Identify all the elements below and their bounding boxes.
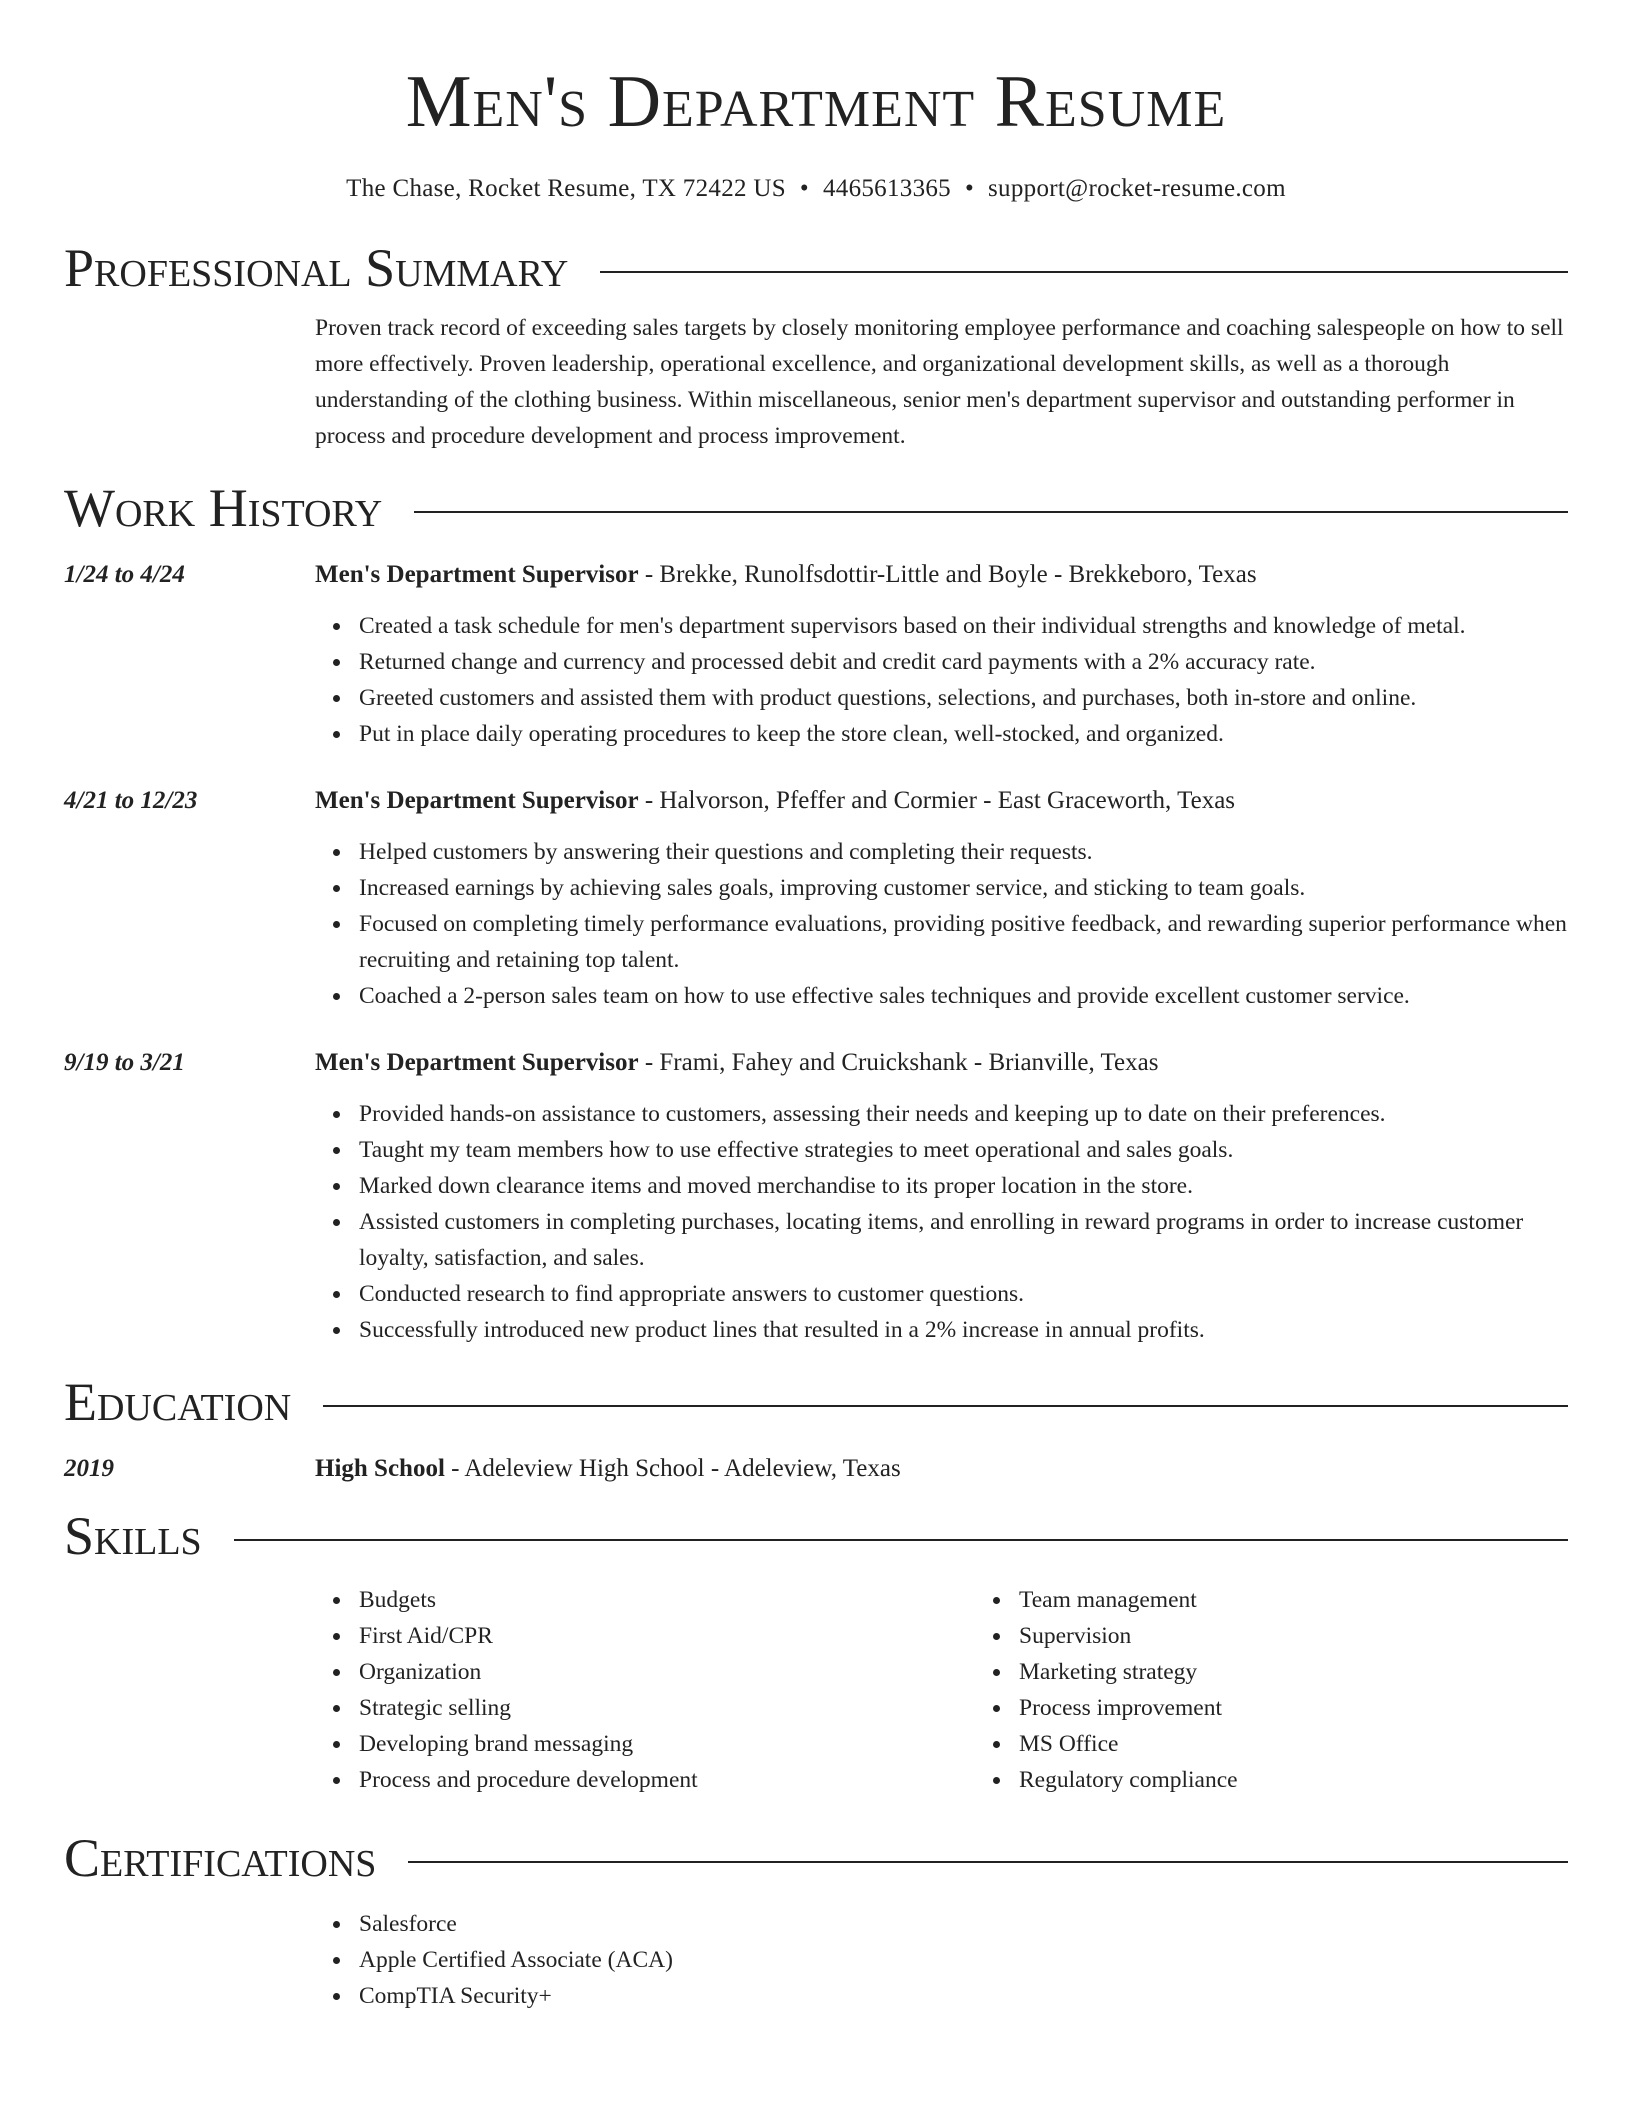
summary-text: Proven track record of exceeding sales targets by closely monitoring employee performance and coaching salespeople on how to sell more effectively. Proven leadership, operational excellence, and organizational development skills, as well as a thorough understanding of the clothing business. Within miscellaneous, senior men's department supervisor and outstanding performer in process and procedure development and process improvement. bbox=[315, 315, 1564, 449]
job-heading bbox=[315, 558, 1568, 592]
list-item: Team management bbox=[1019, 1582, 1632, 1618]
list-item: Organization bbox=[359, 1654, 975, 1690]
list-item: Strategic selling bbox=[359, 1690, 975, 1726]
job-dates: 9/19 to 3/21 bbox=[64, 1049, 185, 1076]
section-divider bbox=[234, 1539, 1568, 1541]
list-item: Successfully introduced new product lines that resulted in a 2% increase in annual profits. bbox=[359, 1312, 1568, 1348]
list-item: Provided hands-on assistance to customers, assessing their needs and keeping up to date on their preferences. bbox=[359, 1096, 1568, 1132]
skills-left-spacer bbox=[64, 1568, 315, 1798]
list-item: Process improvement bbox=[1019, 1690, 1632, 1726]
section-divider bbox=[408, 1861, 1568, 1863]
contact-address: The Chase, Rocket Resume, TX 72422 US bbox=[346, 175, 786, 202]
job-heading bbox=[315, 784, 1568, 818]
list-item: Assisted customers in completing purchases, locating items, and enrolling in reward programs in order to increase customer loyalty, satisfaction, and sales. bbox=[359, 1204, 1568, 1276]
contact-line bbox=[64, 172, 1568, 206]
list-item: Put in place daily operating procedures to keep the store clean, well-stocked, and organized. bbox=[359, 716, 1568, 752]
job-bullets bbox=[315, 834, 1568, 1014]
resume-name: Men's Department Resume bbox=[405, 61, 1227, 143]
education-school: - Adeleview High School - Adeleview, Texas bbox=[444, 1455, 901, 1482]
job-bullets bbox=[315, 608, 1568, 752]
summary-left-spacer bbox=[64, 310, 315, 454]
list-item: Budgets bbox=[359, 1582, 975, 1618]
list-item: Created a task schedule for men's department supervisors based on their individual strengths and knowledge of metal. bbox=[359, 608, 1568, 644]
list-item: Conducted research to find appropriate answers to customer questions. bbox=[359, 1276, 1568, 1312]
list-item: First Aid/CPR bbox=[359, 1618, 975, 1654]
contact-separator: • bbox=[964, 175, 975, 202]
job-body bbox=[315, 558, 1568, 752]
list-item: Increased earnings by achieving sales goals, improving customer service, and sticking to team goals. bbox=[359, 870, 1568, 906]
job-body bbox=[315, 784, 1568, 1014]
job-heading bbox=[315, 1046, 1568, 1080]
list-item: CompTIA Security+ bbox=[359, 1978, 1568, 2014]
list-item: Developing brand messaging bbox=[359, 1726, 975, 1762]
contact-email: support@rocket-resume.com bbox=[988, 175, 1286, 202]
summary-row bbox=[64, 310, 1568, 454]
skills-section-title: Skills bbox=[64, 1506, 202, 1566]
work-section-header bbox=[64, 476, 1568, 540]
list-item: Supervision bbox=[1019, 1618, 1632, 1654]
job-entry bbox=[64, 558, 1568, 752]
certifications-list bbox=[315, 1906, 1568, 2014]
education-section-header bbox=[64, 1370, 1568, 1434]
contact-separator: • bbox=[799, 175, 809, 202]
summary-section-header bbox=[64, 236, 1568, 300]
skills-list-right bbox=[975, 1582, 1632, 1798]
education-section-title: Education bbox=[64, 1372, 292, 1432]
certifications-left-spacer bbox=[64, 1890, 315, 2014]
certifications-section-header bbox=[64, 1826, 1568, 1890]
list-item: Helped customers by answering their questions and completing their requests. bbox=[359, 834, 1568, 870]
job-dates: 4/21 to 12/23 bbox=[64, 787, 198, 814]
section-divider bbox=[600, 271, 1568, 273]
list-item: Regulatory compliance bbox=[1019, 1762, 1632, 1798]
skills-list-left bbox=[315, 1582, 975, 1798]
section-divider bbox=[323, 1405, 1568, 1407]
education-degree: High School bbox=[315, 1455, 445, 1482]
education-heading bbox=[315, 1452, 1568, 1486]
job-employer: - Frami, Fahey and Cruickshank - Brianville, Texas bbox=[638, 1049, 1159, 1076]
certifications-section-title: Certifications bbox=[64, 1828, 377, 1888]
list-item: Marked down clearance items and moved merchandise to its proper location in the store. bbox=[359, 1168, 1568, 1204]
job-title: Men's Department Supervisor bbox=[315, 787, 639, 814]
job-entry bbox=[64, 1046, 1568, 1348]
list-item: Returned change and currency and processed debit and credit card payments with a 2% accuracy rate. bbox=[359, 644, 1568, 680]
job-body bbox=[315, 1046, 1568, 1348]
list-item: Process and procedure development bbox=[359, 1762, 975, 1798]
job-employer: - Brekke, Runolfsdottir-Little and Boyle - Brekkeboro, Texas bbox=[638, 561, 1257, 588]
summary-section-title: Professional Summary bbox=[64, 238, 569, 298]
list-item: Salesforce bbox=[359, 1906, 1568, 1942]
job-title: Men's Department Supervisor bbox=[315, 1049, 639, 1076]
list-item: Greeted customers and assisted them with product questions, selections, and purchases, both in-store and online. bbox=[359, 680, 1568, 716]
list-item: Apple Certified Associate (ACA) bbox=[359, 1942, 1568, 1978]
education-entry bbox=[64, 1452, 1568, 1486]
work-section-title: Work History bbox=[64, 478, 383, 538]
education-year: 2019 bbox=[64, 1455, 114, 1482]
list-item: Marketing strategy bbox=[1019, 1654, 1632, 1690]
skills-grid bbox=[315, 1582, 1632, 1798]
skills-row bbox=[64, 1568, 1568, 1798]
section-divider bbox=[414, 511, 1568, 513]
list-item: MS Office bbox=[1019, 1726, 1632, 1762]
job-entry bbox=[64, 784, 1568, 1014]
job-employer: - Halvorson, Pfeffer and Cormier - East Graceworth, Texas bbox=[638, 787, 1236, 814]
contact-phone: 4465613365 bbox=[822, 175, 951, 202]
certifications-body bbox=[315, 1890, 1568, 2014]
job-title: Men's Department Supervisor bbox=[315, 561, 639, 588]
job-dates: 1/24 to 4/24 bbox=[64, 561, 185, 588]
skills-section-header bbox=[64, 1504, 1568, 1568]
list-item: Coached a 2-person sales team on how to use effective sales techniques and provide excellent customer service. bbox=[359, 978, 1568, 1014]
certifications-row bbox=[64, 1890, 1568, 2014]
job-bullets bbox=[315, 1096, 1568, 1348]
list-item: Focused on completing timely performance evaluations, providing positive feedback, and rewarding superior performance when recruiting and retaining top talent. bbox=[359, 906, 1568, 978]
list-item: Taught my team members how to use effective strategies to meet operational and sales goals. bbox=[359, 1132, 1568, 1168]
